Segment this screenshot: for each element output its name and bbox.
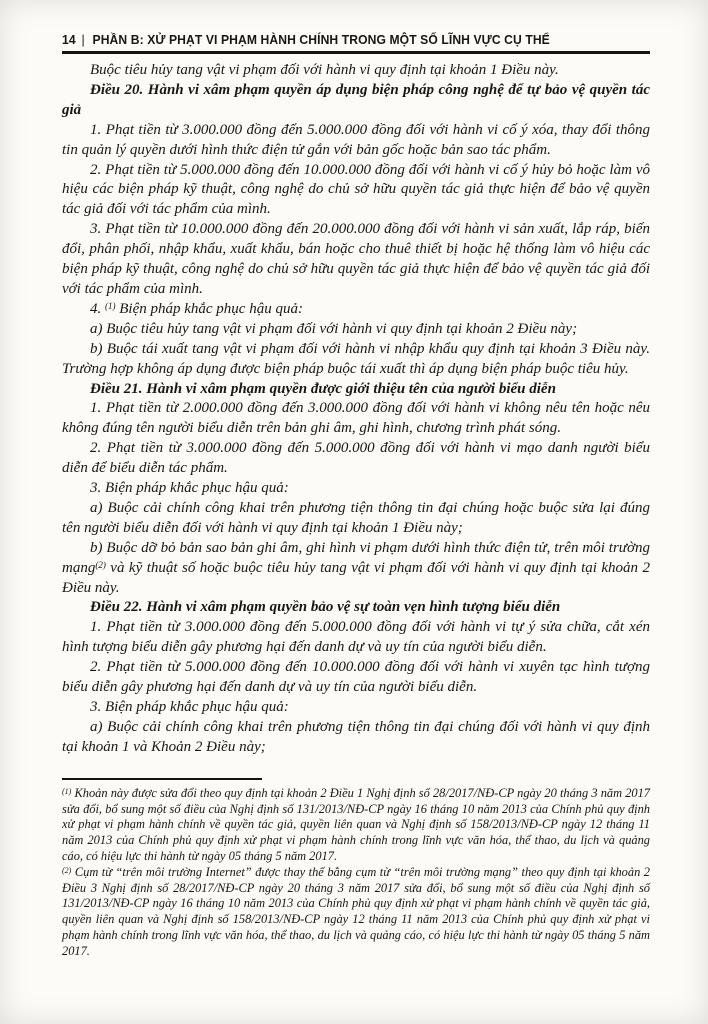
header-separator-bar: | [81, 33, 85, 47]
paragraph-text: 2. Phạt tiền từ 5.000.000 đồng đến 10.000.000 đồng đối với hành vi cố ý hủy bỏ hoặc làm vô hiệu các biện pháp kỹ thuật, công nghệ do chủ sở hữu quyền tác giả thực hiện để bảo vệ quyền tác giả đối với tác phẩm của mình. [62, 161, 650, 218]
paragraph-text: a) Buộc cải chính công khai trên phương tiện thông tin đại chúng hoặc buộc sửa lại đúng tên người biểu diễn đối với hành vi quy định tại khoản 1 Điều này; [62, 499, 650, 536]
paragraph-text: 3. Biện pháp khắc phục hậu quả: [90, 699, 289, 715]
header-rule [62, 51, 650, 54]
article-heading [62, 598, 650, 618]
footnote-reference: (2) [95, 559, 106, 570]
paragraph-text: 1. Phạt tiền từ 2.000.000 đồng đến 3.000.000 đồng đối với hành vi không nêu tên hoặc nêu không đúng tên người biểu diễn trên bản ghi âm, ghi hình, chương trình phát sóng. [62, 400, 650, 437]
paragraph [62, 161, 650, 221]
paragraph [62, 340, 650, 380]
paragraph [62, 499, 650, 539]
article-heading [62, 81, 650, 121]
footnote-marker: (2) [62, 865, 72, 875]
paragraph-text: b) Buộc dỡ bỏ bản sao bản ghi âm, ghi hình vi phạm dưới hình thức điện tử, trên môi trường mạng [62, 539, 650, 576]
page-header [62, 33, 632, 47]
footnote-text: Cụm từ “trên môi trường Internet” được thay thế bằng cụm từ “trên môi trường mạng” theo quy định tại khoản 2 Điều 3 Nghị định số 28/2017/NĐ-CP ngày 20 tháng 3 năm 2017 sửa đổi, bổ sung một số điều của Nghị định số 131/2013/NĐ-CP ngày 16 tháng 10 năm 2013 của Chính phủ quy định xử phạt vi phạm hành chính về quyền tác giả, quyền liên quan và Nghị định số 158/2013/NĐ-CP ngày 12 tháng 11 năm 2013 của Chính phủ quy định xử phạt vi phạm hành chính trong lĩnh vực văn hóa, thể thao, du lịch và quảng cáo, có hiệu lực thi hành từ ngày 05 tháng 5 năm 2017. [62, 864, 650, 958]
footnote [62, 786, 650, 865]
paragraph-text: Buộc tiêu hủy tang vật vi phạm đối với hành vi quy định tại khoản 1 Điều này. [90, 62, 559, 78]
article-heading [62, 380, 650, 400]
paragraph [62, 220, 650, 300]
paragraph [62, 718, 650, 758]
footnote-list [62, 786, 650, 960]
paragraph-text: Điều 20. Hành vi xâm phạm quyền áp dụng biện pháp công nghệ để tự bảo vệ quyền tác giả [62, 81, 650, 118]
paragraph-text: 1. Phạt tiền từ 3.000.000 đồng đến 5.000.000 đồng đối với hành vi tự ý sửa chữa, cắt xén hình tượng biểu diễn gây phương hại đến danh dự và uy tín của người biểu diễn. [62, 619, 650, 656]
paragraph-text: 3. Phạt tiền từ 10.000.000 đồng đến 20.000.000 đồng đối với hành vi sản xuất, lắp ráp, biến đổi, phân phối, nhập khẩu, xuất khẩu, bán hoặc cho thuê thiết bị hoặc hệ thống làm vô hiệu các biện pháp kỹ thuật, công nghệ do chủ sở hữu quyền tác giả thực hiện để bảo vệ quyền tác giả đối với tác phẩm của mình. [62, 221, 650, 297]
paragraph-text: 1. Phạt tiền từ 3.000.000 đồng đến 5.000.000 đồng đối với hành vi cố ý xóa, thay đổi thông tin quản lý quyền dưới hình thức điện tử gắn với bản gốc hoặc bản sao tác phẩm. [62, 121, 650, 158]
footnote-reference: (1) [105, 300, 116, 311]
paragraph-text: 2. Phạt tiền từ 3.000.000 đồng đến 5.000.000 đồng đối với hành vi mạo danh người biểu diễn để biểu diễn tác phẩm. [62, 440, 650, 477]
paragraph [62, 539, 650, 599]
paragraph [62, 121, 650, 161]
paragraph-text: Điều 22. Hành vi xâm phạm quyền bảo vệ sự toàn vẹn hình tượng biểu diễn [90, 599, 561, 616]
footnote-marker: (1) [62, 786, 72, 796]
paragraph-text: Điều 21. Hành vi xâm phạm quyền được giới thiệu tên của người biểu diễn [90, 380, 556, 397]
paragraph-text: Biện pháp khắc phục hậu quả: [115, 300, 303, 317]
paragraph [62, 698, 650, 718]
header-title: PHẦN B: XỬ PHẠT VI PHẠM HÀNH CHÍNH TRONG MỘT SỐ LĨNH VỰC CỤ THỂ [92, 33, 550, 47]
paragraph [62, 399, 650, 439]
footnotes-section [62, 778, 650, 960]
paragraph-text: và kỹ thuật số hoặc buộc tiêu hủy tang vật vi phạm đối với hành vi quy định tại khoản 2 Điều này. [62, 559, 650, 596]
paragraph [62, 658, 650, 698]
paragraph-text: b) Buộc tái xuất tang vật vi phạm đối với hành vi nhập khẩu quy định tại khoản 3 Điều này. Trường hợp không áp dụng được biện pháp buộc tái xuất thì áp dụng biện pháp buộc tiêu hủy. [62, 340, 650, 377]
page-number: 14 [62, 33, 76, 47]
paragraph-text: 2. Phạt tiền từ 5.000.000 đồng đến 10.000.000 đồng đối với hành vi xuyên tạc hình tượng biểu diễn gây phương hại đến danh dự và uy tín của người biểu diễn. [62, 659, 650, 696]
paragraph [62, 61, 650, 81]
paragraph-text: a) Buộc cải chính công khai trên phương tiện thông tin đại chúng đối với hành vi quy định tại khoản 1 và Khoản 2 Điều này; [62, 718, 650, 755]
footnote-text: Khoản này được sửa đổi theo quy định tại khoản 2 Điều 1 Nghị định số 28/2017/NĐ-CP ngày 20 tháng 3 năm 2017 sửa đổi, bổ sung một số điều của Nghị định số 131/2013/NĐ-CP ngày 16 tháng 10 năm 2013 của Chính phủ quy định xử phạt vi phạm hành chính về quyền tác giả, quyền liên quan và Nghị định số 158/2013/NĐ-CP ngày 12 tháng 11 năm 2013 của Chính phủ quy định xử phạt vi phạm hành chính trong lĩnh vực văn hóa, thể thao, du lịch và quảng cáo, có hiệu lực thi hành từ ngày 05 tháng 5 năm 2017. [62, 785, 650, 863]
paragraph [62, 618, 650, 658]
paragraph [62, 439, 650, 479]
paragraph-text: 4. [90, 300, 105, 317]
body-text [62, 61, 650, 758]
footnote-separator-rule [62, 778, 262, 780]
paragraph [62, 479, 650, 499]
paragraph [62, 300, 650, 320]
paragraph-text: 3. Biện pháp khắc phục hậu quả: [90, 480, 289, 497]
footnote [62, 865, 650, 960]
paragraph-text: a) Buộc tiêu hủy tang vật vi phạm đối với hành vi quy định tại khoản 2 Điều này; [90, 320, 578, 337]
paragraph [62, 320, 650, 340]
